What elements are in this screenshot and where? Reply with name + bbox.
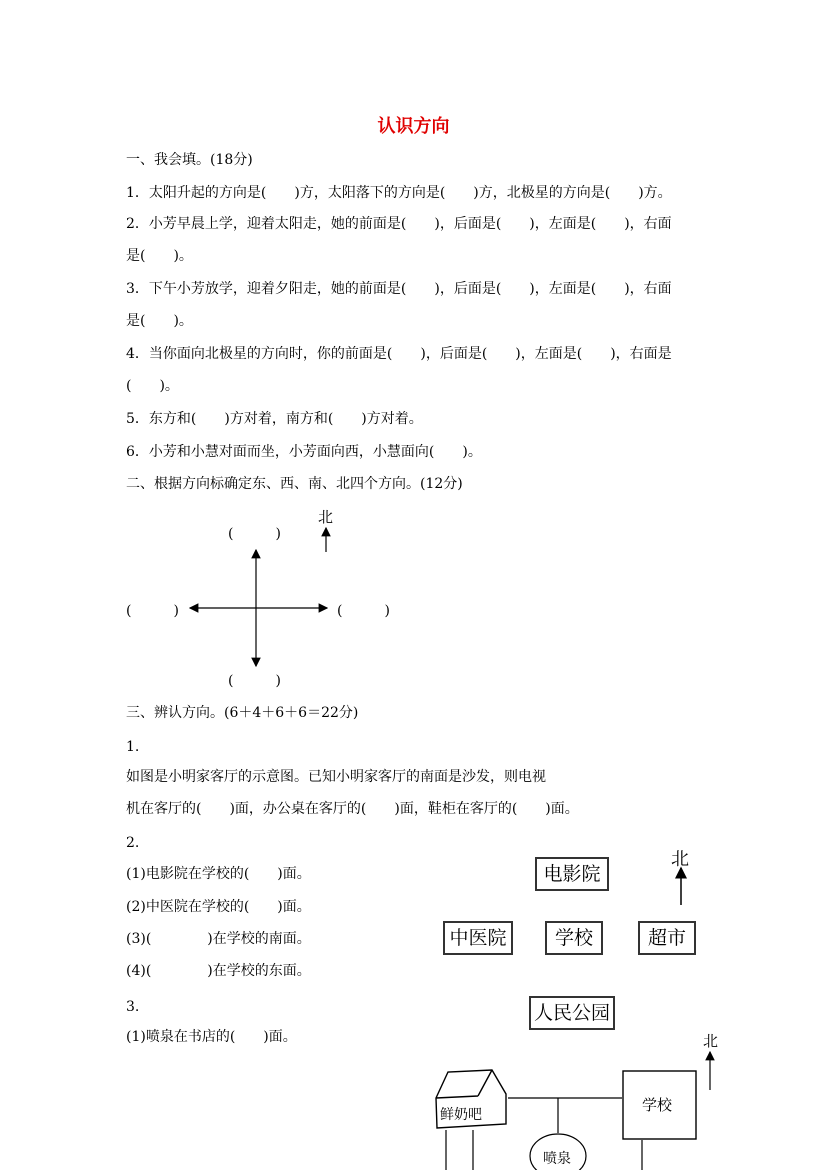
problem-2-q4: (4)( )在学校的东面。 — [126, 963, 311, 979]
hospital-box: 中医院 — [443, 921, 513, 955]
paren-right: ( ) — [337, 603, 390, 619]
problem-1-text-line1: 如图是小明家客厅的示意图。已知小明家客厅的南面是沙发，则电视 — [126, 769, 546, 785]
fountain-label: 喷泉 — [543, 1151, 571, 1167]
problem-3-q1: (1)喷泉在书店的( )面。 — [126, 1029, 297, 1045]
park-box: 人民公园 — [529, 996, 615, 1030]
question-2-line2: 是( )。 — [126, 248, 193, 264]
problem-2-q3: (3)( )在学校的南面。 — [126, 931, 311, 947]
north-label-3: 北 — [703, 1032, 719, 1050]
section1-heading: 一、我会填。(18分) — [126, 152, 253, 168]
section3-heading: 三、辨认方向。(6＋4＋6＋6＝22分) — [126, 705, 359, 721]
question-5: 5．东方和( )方对着，南方和( )方对着。 — [126, 411, 423, 427]
question-4-line2: ( )。 — [126, 378, 179, 394]
problem-1-number: 1. — [126, 739, 140, 755]
problem-1-text-line2: 机在客厅的( )面，办公桌在客厅的( )面，鞋柜在客厅的( )面。 — [126, 801, 579, 817]
question-6: 6．小芳和小慧对面而坐，小芳面向西，小慧面向( )。 — [126, 444, 482, 460]
problem-2-q2: (2)中医院在学校的( )面。 — [126, 899, 311, 915]
problem-2-q1: (1)电影院在学校的( )面。 — [126, 866, 311, 882]
question-3-line2: 是( )。 — [126, 313, 193, 329]
section2-heading: 二、根据方向标确定东、西、南、北四个方向。(12分) — [126, 476, 463, 492]
school-box-map2: 学校 — [545, 921, 603, 955]
problem-2-number: 2. — [126, 835, 140, 851]
north-label-1: 北 — [318, 508, 334, 526]
question-2-line1: 2．小芳早晨上学，迎着太阳走，她的前面是( )，后面是( )，左面是( )，右面 — [126, 216, 672, 232]
paren-left: ( ) — [126, 603, 179, 619]
supermarket-box: 超市 — [638, 921, 696, 955]
cinema-box: 电影院 — [535, 857, 609, 891]
question-3-line1: 3．下午小芳放学，迎着夕阳走，她的前面是( )，后面是( )，左面是( )，右面 — [126, 281, 672, 297]
paren-top: ( ) — [228, 526, 281, 542]
school-label-map3: 学校 — [642, 1096, 673, 1114]
north-label-2: 北 — [671, 849, 689, 870]
page-title: 认识方向 — [377, 116, 450, 137]
question-4-line1: 4．当你面向北极星的方向时，你的前面是( )，后面是( )，左面是( )，右面是 — [126, 346, 672, 362]
question-1: 1．太阳升起的方向是( )方，太阳落下的方向是( )方，北极星的方向是( )方。 — [126, 185, 672, 201]
paren-bottom: ( ) — [228, 673, 281, 689]
milk-bar-label: 鲜奶吧 — [440, 1107, 482, 1123]
problem-3-number: 3. — [126, 999, 140, 1015]
